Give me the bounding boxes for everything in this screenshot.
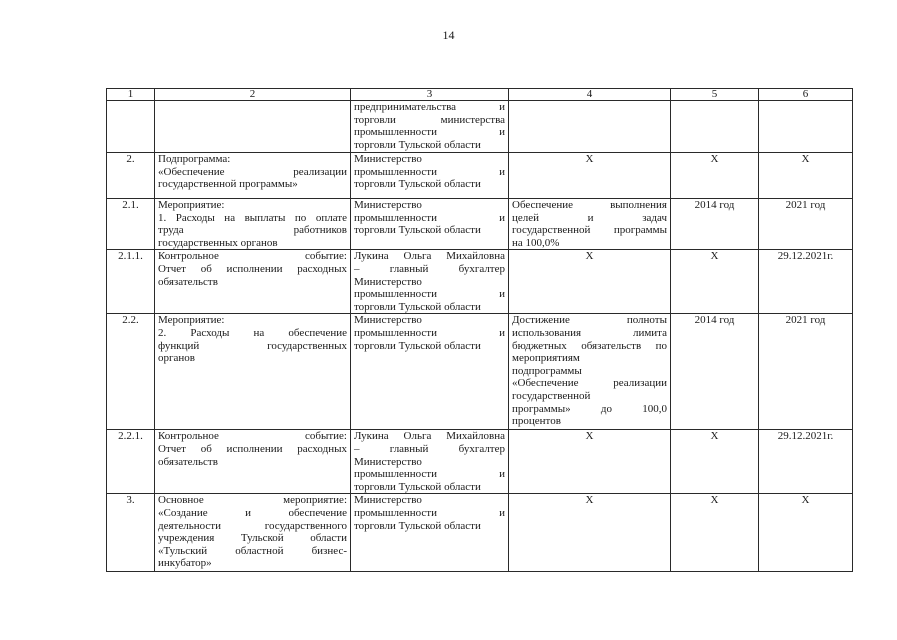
row-number-cell: 2. xyxy=(107,153,155,199)
expected-result-cell-line: на 100,0% xyxy=(512,236,560,249)
expected-result-cell xyxy=(509,430,671,494)
expected-result-cell-line: государственной программы xyxy=(512,224,667,237)
start-date-cell: 2014 год xyxy=(671,314,759,430)
table-row xyxy=(107,153,853,199)
header-cell: 3 xyxy=(351,89,509,101)
table-header-row xyxy=(107,89,853,101)
start-date-cell: X xyxy=(671,430,759,494)
expected-result-cell-line: использования лимита xyxy=(512,326,667,339)
responsible-cell xyxy=(351,153,509,199)
responsible-cell xyxy=(351,199,509,250)
responsible-cell-line: Лукина Ольга Михайловна xyxy=(354,250,505,263)
responsible-cell-line: – главный бухгалтер xyxy=(354,262,505,275)
expected-result-cell-line: целей и задач xyxy=(512,211,667,224)
row-number-cell: 2.2. xyxy=(107,314,155,430)
activity-name-cell-line: функций государственных xyxy=(158,339,347,352)
activity-name-cell xyxy=(155,430,351,494)
activity-name-cell-line: Подпрограмма: xyxy=(158,153,231,165)
row-number-cell: 2.1.1. xyxy=(107,250,155,314)
activity-name-cell-line: «Обеспечение реализации xyxy=(158,165,347,178)
activity-name-cell-line: обязательств xyxy=(158,455,218,468)
expected-result-cell xyxy=(509,199,671,250)
end-date-cell xyxy=(759,101,853,153)
responsible-cell-line: промышленности и xyxy=(354,126,505,139)
table-row xyxy=(107,250,853,314)
activity-name-cell-line: Мероприятие: xyxy=(158,199,225,211)
responsible-cell-line: промышленности и xyxy=(354,326,505,339)
table-row xyxy=(107,101,853,153)
responsible-cell-line: Министерство xyxy=(354,494,422,507)
header-cell: 4 xyxy=(509,89,671,101)
responsible-cell xyxy=(351,494,509,572)
activity-name-cell-line: «Тульский областной бизнес- xyxy=(158,544,347,557)
responsible-cell-line: торговли Тульской области xyxy=(354,339,481,352)
table-row xyxy=(107,199,853,250)
activity-name-cell-line: Отчет об исполнении расходных xyxy=(158,262,347,275)
responsible-cell-line: торговли министерства xyxy=(354,113,505,126)
header-cell: 1 xyxy=(107,89,155,101)
responsible-cell xyxy=(351,314,509,430)
header-cell: 6 xyxy=(759,89,853,101)
activity-name-cell-line: 2. Расходы на обеспечение xyxy=(158,326,347,339)
start-date-cell: 2014 год xyxy=(671,199,759,250)
activity-name-cell-line: инкубатор» xyxy=(158,557,212,570)
activity-name-cell-line: Контрольное событие: xyxy=(158,250,347,263)
table-row xyxy=(107,494,853,572)
responsible-cell xyxy=(351,101,509,153)
activity-name-cell xyxy=(155,494,351,572)
activity-name-cell-line: Контрольное событие: xyxy=(158,430,347,443)
end-date-cell: X xyxy=(759,153,853,199)
activity-name-cell xyxy=(155,199,351,250)
activity-name-cell-line: обязательств xyxy=(158,275,218,288)
start-date-cell: X xyxy=(671,494,759,572)
responsible-cell-line: промышленности и xyxy=(354,211,505,224)
expected-result-cell-line: государственной xyxy=(512,389,591,402)
expected-result-cell-line: X xyxy=(585,494,594,507)
expected-result-cell xyxy=(509,314,671,430)
page-number: 14 xyxy=(442,28,455,42)
responsible-cell-line: Министерство xyxy=(354,153,422,165)
expected-result-cell-line: X xyxy=(585,153,594,165)
responsible-cell xyxy=(351,250,509,314)
activity-name-cell xyxy=(155,250,351,314)
activities-table xyxy=(106,88,853,572)
table-row xyxy=(107,314,853,430)
responsible-cell-line: торговли Тульской области xyxy=(354,138,481,151)
table-row xyxy=(107,430,853,494)
expected-result-cell xyxy=(509,153,671,199)
activity-name-cell-line: государственных органов xyxy=(158,236,278,249)
activity-name-cell xyxy=(155,153,351,199)
responsible-cell-line: торговли Тульской области xyxy=(354,300,481,313)
expected-result-cell-line: Обеспечение выполнения xyxy=(512,199,667,211)
expected-result-cell xyxy=(509,494,671,572)
responsible-cell-line: Лукина Ольга Михайловна xyxy=(354,430,505,443)
responsible-cell-line: Министерство xyxy=(354,275,422,288)
expected-result-cell-line: X xyxy=(585,250,594,263)
row-number-cell: 3. xyxy=(107,494,155,572)
responsible-cell-line: Министерство xyxy=(354,199,422,211)
responsible-cell-line: предпринимательства и xyxy=(354,101,505,113)
activity-name-cell xyxy=(155,314,351,430)
activity-name-cell-line: «Создание и обеспечение xyxy=(158,506,347,519)
end-date-cell: 29.12.2021г. xyxy=(759,430,853,494)
header-cell: 2 xyxy=(155,89,351,101)
activity-name-cell-line: государственной программы» xyxy=(158,178,298,191)
activity-name-cell-line: Основное мероприятие: xyxy=(158,494,347,507)
responsible-cell-line: торговли Тульской области xyxy=(354,178,481,191)
expected-result-cell-line: бюджетных обязательств по xyxy=(512,339,667,352)
header-cell: 5 xyxy=(671,89,759,101)
expected-result-cell-line: X xyxy=(585,430,594,443)
responsible-cell-line: промышленности и xyxy=(354,165,505,178)
responsible-cell-line: промышленности и xyxy=(354,468,505,481)
expected-result-cell xyxy=(509,250,671,314)
row-number-cell: 2.2.1. xyxy=(107,430,155,494)
activity-name-cell-line: деятельности государственного xyxy=(158,519,347,532)
responsible-cell-line: промышленности и xyxy=(354,506,505,519)
responsible-cell-line: Министерство xyxy=(354,314,422,327)
activity-name-cell-line: 1. Расходы на выплаты по оплате xyxy=(158,211,347,224)
start-date-cell xyxy=(671,101,759,153)
start-date-cell: X xyxy=(671,153,759,199)
end-date-cell: 29.12.2021г. xyxy=(759,250,853,314)
responsible-cell-line: торговли Тульской области xyxy=(354,480,481,493)
responsible-cell-line: – главный бухгалтер xyxy=(354,442,505,455)
activity-name-cell-line: органов xyxy=(158,352,195,365)
activity-name-cell-line: труда работников xyxy=(158,224,347,237)
responsible-cell-line: торговли Тульской области xyxy=(354,224,481,237)
expected-result-cell-line: мероприятиям xyxy=(512,352,580,365)
end-date-cell: 2021 год xyxy=(759,314,853,430)
activity-name-cell-line: Мероприятие: xyxy=(158,314,225,327)
expected-result-cell-line: подпрограммы xyxy=(512,364,582,377)
responsible-cell xyxy=(351,430,509,494)
expected-result-cell-line: процентов xyxy=(512,415,561,428)
activity-name-cell xyxy=(155,101,351,153)
end-date-cell: 2021 год xyxy=(759,199,853,250)
start-date-cell: X xyxy=(671,250,759,314)
activity-name-cell-line: Отчет об исполнении расходных xyxy=(158,442,347,455)
responsible-cell-line: торговли Тульской области xyxy=(354,519,481,532)
row-number-cell xyxy=(107,101,155,153)
row-number-cell: 2.1. xyxy=(107,199,155,250)
expected-result-cell-line: «Обеспечение реализации xyxy=(512,377,667,390)
responsible-cell-line: промышленности и xyxy=(354,288,505,301)
activity-name-cell-line: учреждения Тульской области xyxy=(158,532,347,545)
responsible-cell-line: Министерство xyxy=(354,455,422,468)
expected-result-cell xyxy=(509,101,671,153)
expected-result-cell-line: Достижение полноты xyxy=(512,314,667,327)
end-date-cell: X xyxy=(759,494,853,572)
expected-result-cell-line: программы» до 100,0 xyxy=(512,402,667,415)
